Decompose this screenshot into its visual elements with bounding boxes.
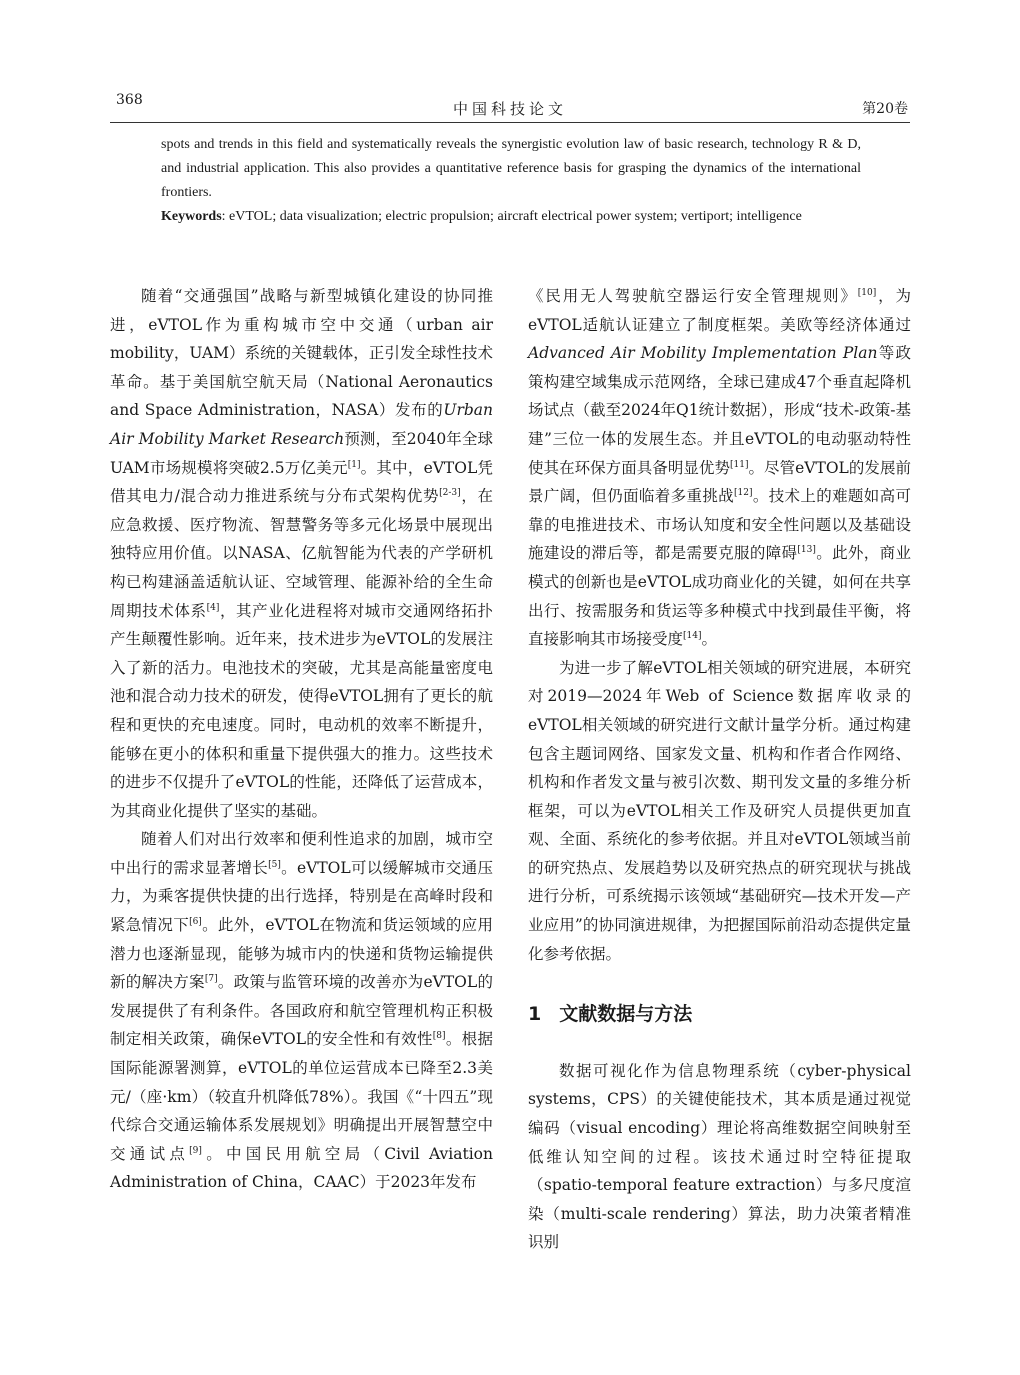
citation-ref: [6] bbox=[189, 916, 202, 927]
citation-ref: [12] bbox=[734, 488, 753, 498]
citation-ref: [11] bbox=[730, 459, 749, 470]
journal-title: 中国科技论文 bbox=[452, 100, 567, 118]
abstract-block bbox=[161, 133, 861, 229]
keywords-line bbox=[161, 205, 861, 229]
citation-ref: [13] bbox=[797, 545, 816, 556]
running-header bbox=[110, 88, 910, 123]
citation-ref: [9] bbox=[189, 1145, 202, 1156]
plan-title-italic: Advanced Air Mobility Implementation Plan bbox=[528, 344, 878, 363]
citation-ref: [14] bbox=[683, 630, 702, 641]
paragraph-intro-1: 随着“交通强国”战略与新型城镇化建设的协同推进，eVTOL作为重构城市空中交通（urban air mobility，UAM）系统的关键载体，正引发全球性技术革命。基于美国航空航天局（National Aeronautics and Space Administration，NASA）发布的Urban Air Mobility Market Research预测，至2040年全球UAM市场规模将突破2.5万亿美元[1]。其中，eVTOL凭借其电力/混合动力推进系统与分布式架构优势[2-3]，在应急救援、医疗物流、智慧警务等多元化场景中展现出独特应用价值。以NASA、亿航智能为代表的产学研机构已构建涵盖适航认证、空域管理、能源补给的全生命周期技术体系[4]，其产业化进程将对城市交通网络拓扑产生颠覆性影响。近年来，技术进步为eVTOL的发展注入了新的活力。电池技术的突破，尤其是高能量密度电池和混合动力技术的研发，使得eVTOL拥有了更长的航程和更快的充电速度。同时，电动机的效率不断提升，能够在更小的体积和重量下提供强大的推力。这些技术的进步不仅提升了eVTOL的性能，还降低了运营成本，为其商业化提供了坚实的基础。 bbox=[110, 287, 493, 820]
paragraph-intro-3: 为进一步了解eVTOL相关领域的研究进展，本研究对2019—2024年Web of Science数据库收录的eVTOL相关领域的研究进行文献计量学分析。通过构建包含主题词网络、国家发文量、机构和作者合作网络、机构和作者发文量与被引次数、期刊发文量的多维分析框架，可以为eVTOL相关工作及研究人员提供更加直观、全面、系统化的参考依据。并且对eVTOL领域当前的研究热点、发展趋势以及研究热点的研究现状与挑战进行分析，可系统揭示该领域“基础研究—技术开发—产业应用”的协同演进规律，为把握国际前沿动态提供定量化参考依据。 bbox=[528, 658, 911, 963]
citation-ref: [7] bbox=[204, 974, 218, 985]
section-number: 1 bbox=[528, 1003, 542, 1026]
paragraph-intro-2-cont: 《民用无人驾驶航空器运行安全管理规则》[10]，为eVTOL适航认证建立了制度框架。美欧等经济体通过Advanced Air Mobility Implementation Plan等政策构建空域集成示范网络，全球已建成47个垂直起降机场试点（截至2024年Q1统计数据），形成“技术-政策-基建”三位一体的发展生态。并且eVTOL的电动驱动特性使其在环保方面具备明显优势[11]。尽管eVTOL的发展前景广阔，但仍面临着多重挑战[12]。技术上的难题如高可靠的电推进技术、市场认知度和安全性问题以及基础设施建设的滞后等，都是需要克服的障碍[13]。此外，商业模式的创新也是eVTOL成功商业化的关键，如何在共享出行、按需服务和货运等多种模式中找到最佳平衡，将直接影响其市场接受度[14]。 bbox=[528, 287, 911, 649]
abstract-continuation: spots and trends in this field and systematically reveals the synergistic evolution law of basic research, technology R & D, and industrial application. This also provides a quantitative reference basis for grasping the dynamics of the international frontiers. bbox=[161, 137, 861, 200]
keywords-list: : eVTOL; data visualization; electric propulsion; aircraft electrical power system; vertiport; intelligence bbox=[221, 209, 802, 224]
citation-ref: [1] bbox=[347, 459, 361, 470]
page-number: 368 bbox=[116, 92, 143, 108]
keywords-label: Keywords bbox=[161, 209, 222, 224]
paragraph-methods-1: 数据可视化作为信息物理系统（cyber-physical systems，CPS）的关键使能技术，其本质是通过视觉编码（visual encoding）理论将高维数据空间映射至低维认知空间的过程。该技术通过时空特征提取（spatio-temporal feature extraction）与多尺度渲染（multi-scale rendering）算法，助力决策者精准识别 bbox=[528, 1061, 911, 1252]
citation-ref: [2-3] bbox=[439, 488, 461, 498]
citation-ref: [8] bbox=[432, 1031, 446, 1042]
citation-ref: [4] bbox=[206, 602, 220, 613]
left-column bbox=[110, 282, 493, 1197]
volume-label: 第20卷 bbox=[862, 101, 908, 117]
section-heading bbox=[528, 1000, 911, 1029]
report-title-italic: Urban Air Mobility Market Research bbox=[110, 401, 493, 448]
citation-ref: [10] bbox=[857, 287, 877, 298]
section-title: 文献数据与方法 bbox=[559, 1003, 693, 1026]
paragraph-intro-2: 随着人们对出行效率和便利性追求的加剧，城市空中出行的需求显著增长[5]。eVTOL可以缓解城市交通压力，为乘客提供快捷的出行选择，特别是在高峰时段和紧急情况下[6]。此外，eVTOL在物流和货运领域的应用潜力也逐渐显现，能够为城市内的快递和货物运输提供新的解决方案[7]。政策与监管环境的改善亦为eVTOL的发展提供了有利条件。各国政府和航空管理机构正积极制定相关政策，确保eVTOL的安全性和有效性[8]。根据国际能源署测算，eVTOL的单位运营成本已降至2.3美元/（座·km）（较直升机降低78%）。我国《“十四五”现代综合交通运输体系发展规划》明确提出开展智慧空中交通试点[9]。中国民用航空局（Civil Aviation Administration of China，CAAC）于2023年发布 bbox=[110, 830, 493, 1192]
right-column bbox=[528, 282, 911, 1257]
citation-ref: [5] bbox=[268, 859, 281, 870]
